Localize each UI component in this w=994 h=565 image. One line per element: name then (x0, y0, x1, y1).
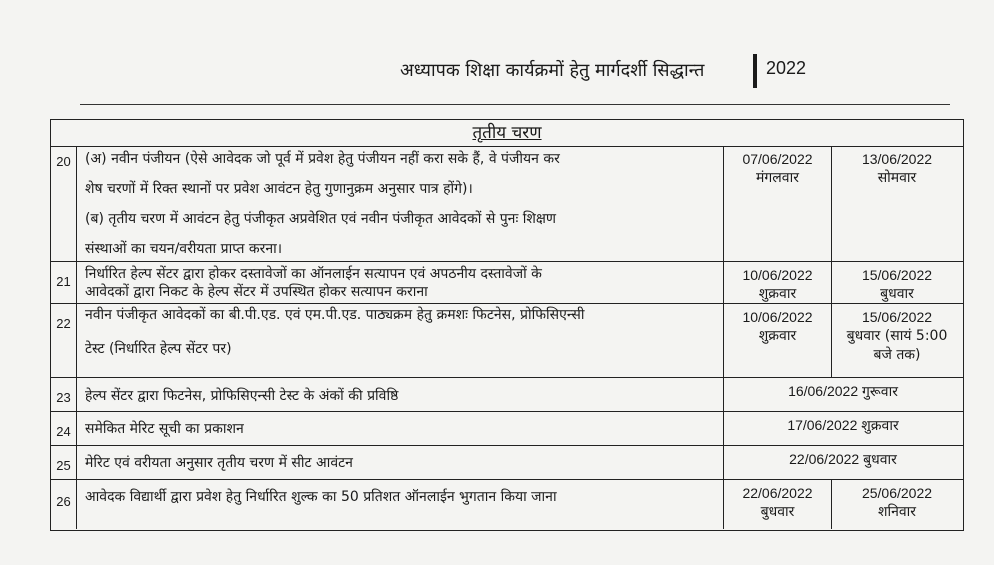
table-row (51, 378, 963, 412)
end-date: 15/06/2022 (861, 309, 933, 325)
start-day: शुक्रवार (758, 328, 797, 344)
row-description (85, 414, 717, 444)
start-day: बुधवार (760, 504, 795, 520)
row-description (85, 381, 717, 411)
date-span: 16/06/2022 गुरूवार (788, 383, 898, 399)
description-line: (ब) तृतीय चरण में आवंटन हेतु पंजीकृत अप्रवेशित एवं नवीन पंजीकृत आवेदकों से पुनः शिक्षण (85, 211, 557, 227)
description-line: संस्थाओं का चयन/वरीयता प्राप्त करना। (85, 241, 283, 257)
description-line: (अ) नवीन पंजीयन (ऐसे आवेदक जो पूर्व में प्रवेश हेतु पंजीयन नहीं करा सके हैं, वे पंजीयन कर (85, 151, 560, 167)
row-description (85, 482, 717, 512)
row-number: 21 (51, 262, 77, 303)
description-line: नवीन पंजीकृत आवेदकों का बी.पी.एड. एवं एम.पी.एड. पाठ्यक्रम हेतु क्रमशः फिटनेस, प्रोफिसिएन्सी (85, 307, 585, 323)
end-date: 25/06/2022 (861, 485, 933, 501)
description-line: मेरिट एवं वरीयता अनुसार तृतीय चरण में सीट आवंटन (85, 455, 353, 471)
table-row (51, 304, 963, 378)
header-rule (80, 104, 950, 105)
date-span-cell (723, 446, 962, 479)
start-date: 22/06/2022 (742, 485, 813, 501)
description-line: शेष चरणों में रिक्त स्थानों पर प्रवेश आवंटन हेतु गुणानुक्रम अनुसार पात्र होंगे)। (85, 181, 473, 197)
end-date-cell (831, 304, 962, 377)
end-day: शनिवार (877, 504, 917, 520)
start-date: 10/06/2022 (742, 267, 813, 283)
row-number: 20 (51, 146, 77, 261)
end-date-cell (831, 146, 962, 261)
description-line: आवेदक विद्यार्थी द्वारा प्रवेश हेतु निर्धारित शुल्क का 50 प्रतिशत ऑनलाईन भुगतान किया जाना (85, 489, 557, 505)
description-line: हेल्प सेंटर द्वारा फिटनेस, प्रोफिसिएन्सी टेस्ट के अंकों की प्रविष्ठि (85, 388, 399, 404)
description-line: समेकित मेरिट सूची का प्रकाशन (85, 421, 244, 437)
row-number: 24 (51, 412, 77, 445)
table-row (51, 412, 963, 446)
date-span-cell (723, 378, 962, 411)
row-description (85, 298, 717, 366)
end-date: 15/06/2022 (861, 267, 933, 283)
end-date: 13/06/2022 (861, 151, 933, 167)
row-number: 25 (51, 446, 77, 479)
start-day: शुक्रवार (758, 286, 797, 302)
start-date-cell (723, 146, 831, 261)
description-line: आवेदकों द्वारा निकट के हेल्प सेंटर में उपस्थित होकर सत्यापन कराना (85, 284, 428, 300)
row-description (85, 448, 717, 478)
row-description (85, 265, 717, 301)
end-day: बुधवार (सायं 5:00 (846, 328, 948, 344)
end-day: बुधवार (880, 286, 914, 302)
start-date-cell (723, 304, 831, 377)
schedule-table (50, 119, 964, 531)
start-date-cell (723, 262, 831, 303)
description-line: टेस्ट (निर्धारित हेल्प सेंटर पर) (85, 341, 232, 357)
start-date-cell (723, 480, 831, 529)
table-row (51, 146, 963, 262)
page-header-title: अध्यापक शिक्षा कार्यक्रमों हेतु मार्गदर्शी सिद्धान्त (400, 60, 705, 81)
row-description (85, 144, 717, 264)
table-row (51, 480, 963, 529)
description-line: निर्धारित हेल्प सेंटर द्वारा होकर दस्तावेजों का ऑनलाईन सत्यापन एवं अपठनीय दस्तावेजों के (85, 266, 542, 282)
start-date: 07/06/2022 (742, 151, 813, 167)
end-date-cell (831, 262, 962, 303)
row-number: 22 (51, 304, 77, 377)
page-header-year: 2022 (766, 58, 807, 78)
start-day: मंगलवार (756, 170, 799, 186)
row-number: 26 (51, 480, 77, 529)
header-separator (753, 54, 757, 88)
table-row (51, 446, 963, 480)
end-date-cell (831, 480, 962, 529)
phase-title: तृतीय चरण (51, 120, 963, 147)
row-number: 23 (51, 378, 77, 411)
date-span-cell (723, 412, 962, 445)
end-note: बजे तक) (873, 347, 921, 363)
start-date: 10/06/2022 (742, 309, 813, 325)
end-day: सोमवार (877, 170, 917, 186)
date-span: 17/06/2022 शुक्रवार (787, 417, 899, 433)
date-span: 22/06/2022 बुधवार (789, 451, 897, 467)
